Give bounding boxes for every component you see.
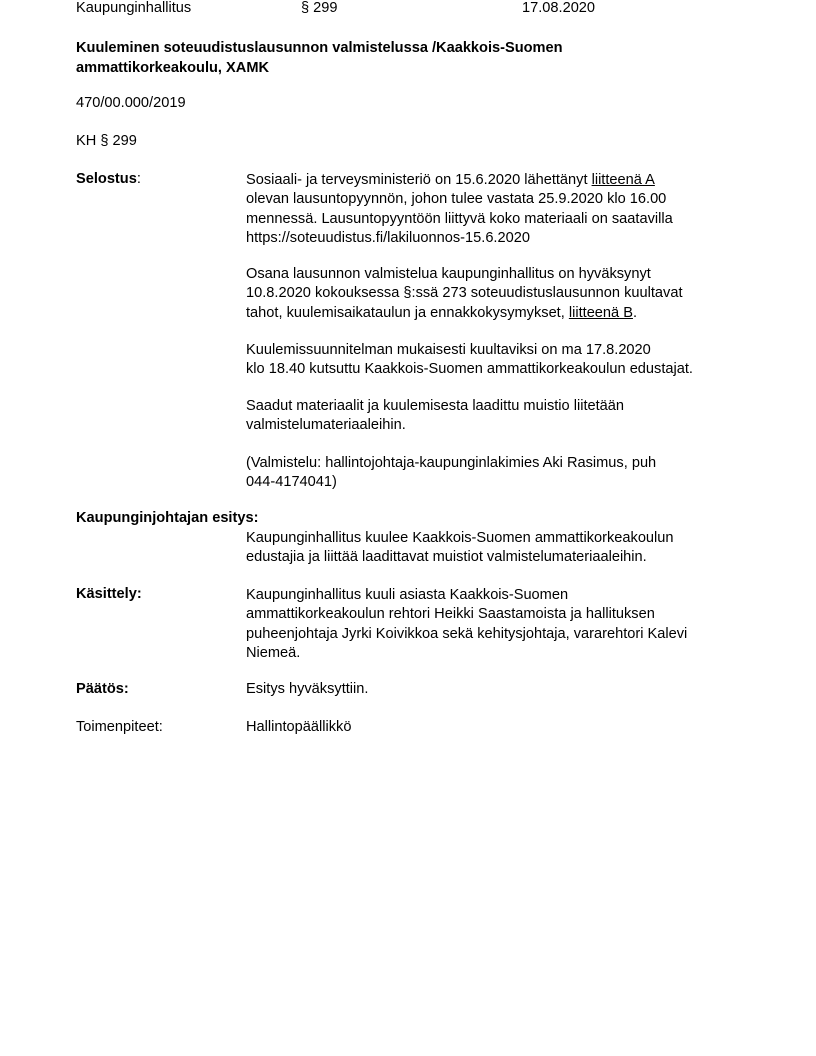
esitys-text	[246, 529, 674, 568]
kasittely-line-2: ammattikorkeakoulun rehtori Heikki Saastamoista ja hallituksen	[246, 606, 655, 623]
kasittely-label: Käsittely:	[76, 586, 142, 602]
kasittely-line-1: Kaupunginhallitus kuuli asiasta Kaakkois-Suomen	[246, 587, 569, 603]
toimenpiteet-label: Toimenpiteet:	[76, 719, 163, 735]
esitys-line-2: edustajia ja liittää laadittavat muistiot valmistelumateriaaleihin.	[246, 549, 647, 566]
selostus-label-colon: :	[136, 171, 141, 187]
selostus-p1-line-1	[246, 171, 673, 190]
selostus-p1-line-2: olevan lausuntopyynnön, johon tulee vastata 25.9.2020 klo 16.00	[246, 191, 667, 208]
kasittely-line-4: Niemeä.	[246, 645, 301, 662]
header-section-number: § 299	[301, 0, 338, 16]
selostus-paragraph-2	[246, 265, 683, 323]
kasittely-text	[246, 586, 687, 664]
selostus-p3-line-1: Kuulemissuunnitelman mukaisesti kuultaviksi on ma 17.8.2020	[246, 342, 651, 358]
kh-reference: KH § 299	[76, 133, 137, 149]
kasittely-line-3: puheenjohtaja Jyrki Koivikkoa sekä kehitysjohtaja, vararehtori Kalevi	[246, 625, 688, 642]
header-body-name: Kaupunginhallitus	[76, 0, 192, 16]
selostus-p1-line-4: https://soteuudistus.fi/lakiluonnos-15.6.2020	[246, 230, 530, 247]
selostus-p1-text: Sosiaali- ja terveysministeriö on 15.6.2020 lähettänyt	[246, 172, 592, 188]
title-line-1: Kuuleminen soteuudistuslausunnon valmistelussa /Kaakkois-Suomen	[76, 40, 563, 56]
paatos-text: Esitys hyväksyttiin.	[246, 681, 369, 697]
selostus-p5-line-1: (Valmistelu: hallintojohtaja-kaupunginlakimies Aki Rasimus, puh	[246, 455, 657, 471]
attachment-a-link[interactable]: liitteenä A	[591, 172, 655, 188]
selostus-paragraph-3	[246, 341, 693, 380]
selostus-p2-line-1: Osana lausunnon valmistelua kaupunginhallitus on hyväksynyt	[246, 266, 651, 282]
selostus-p2-period: .	[632, 304, 638, 321]
selostus-paragraph-5	[246, 454, 656, 493]
paatos-label: Päätös:	[76, 681, 129, 697]
selostus-p2-text: tahot, kuulemisaikataulun ja ennakkokysymykset,	[246, 304, 569, 321]
selostus-label-text: Selostus	[76, 171, 137, 187]
selostus-paragraph-1	[246, 171, 673, 249]
selostus-p2-line-2: 10.8.2020 kokouksessa §:ssä 273 soteuudistuslausunnon kuultavat	[246, 285, 683, 302]
esitys-line-1: Kaupunginhallitus kuulee Kaakkois-Suomen ammattikorkeakoulun	[246, 530, 674, 546]
title-line-2: ammattikorkeakoulu, XAMK	[76, 60, 270, 76]
selostus-p3-line-2: klo 18.40 kutsuttu Kaakkois-Suomen ammattikorkeakoulun edustajat.	[246, 361, 693, 378]
selostus-paragraph-4	[246, 397, 624, 436]
header-date: 17.08.2020	[522, 0, 596, 16]
document-title	[76, 38, 563, 78]
selostus-p4-line-1: Saadut materiaalit ja kuulemisesta laadittu muistio liitetään	[246, 398, 625, 414]
selostus-p2-line-3	[246, 304, 683, 323]
selostus-p4-line-2: valmistelumateriaaleihin.	[246, 417, 406, 434]
selostus-p5-line-2: 044-4174041)	[246, 474, 337, 491]
toimenpiteet-text: Hallintopäällikkö	[246, 719, 352, 735]
selostus-p1-line-3: mennessä. Lausuntopyyntöön liittyvä koko materiaali on saatavilla	[246, 210, 673, 227]
attachment-b-link[interactable]: liitteenä B	[568, 304, 633, 321]
selostus-label	[76, 171, 141, 187]
diary-number: 470/00.000/2019	[76, 95, 186, 111]
esitys-label: Kaupunginjohtajan esitys:	[76, 510, 259, 526]
